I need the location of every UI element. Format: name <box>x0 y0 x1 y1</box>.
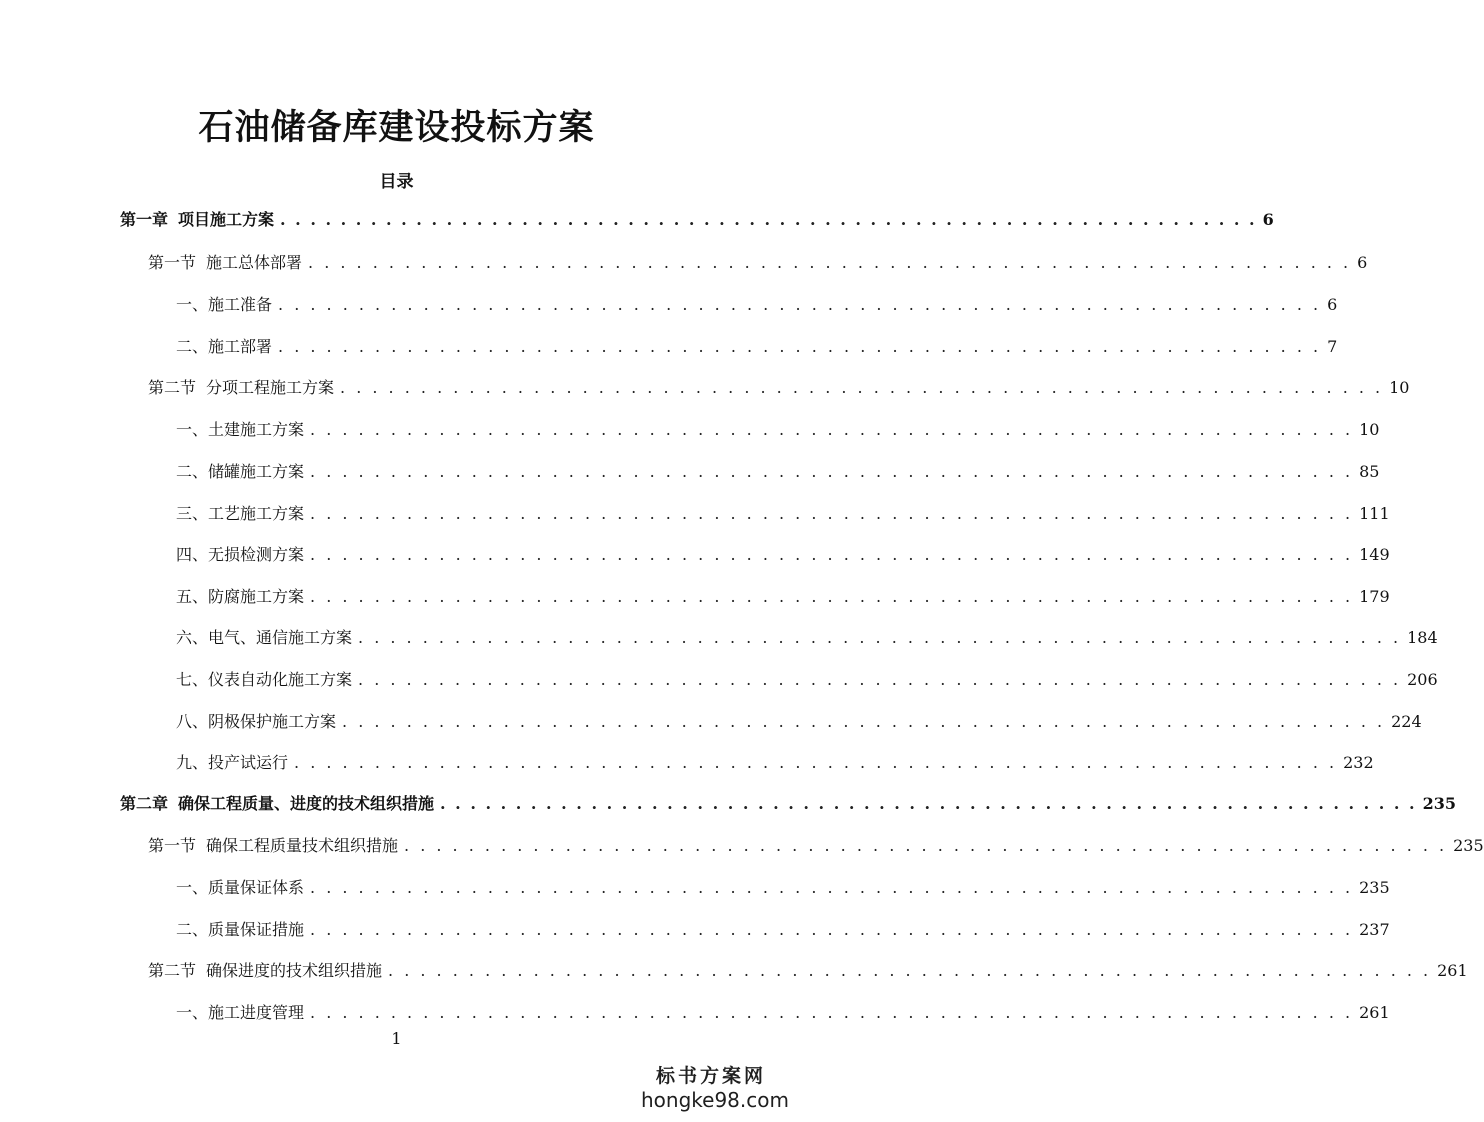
toc-entry-label: 九、投产试运行 <box>176 753 289 772</box>
toc-entry-number: 第二章 <box>120 794 169 813</box>
toc-entry-number: 第一章 <box>120 210 169 229</box>
toc-leader-dots: . . . . . . . . . . . . . . . . . . . . . . . . . . . . . . . . . . . . . . . . . . . . . . . . . . . . . . . . . . . . . . . . . <box>310 420 1354 439</box>
toc-entry-page: 224 <box>1391 712 1422 731</box>
toc-entry-item[interactable] <box>176 584 1390 610</box>
toc-entry-label: 一、土建施工方案 <box>176 420 305 439</box>
toc-entry-page: 10 <box>1359 420 1380 439</box>
toc-entry-label: 确保进度的技术组织措施 <box>206 961 383 980</box>
toc-leader-dots: . . . . . . . . . . . . . . . . . . . . . . . . . . . . . . . . . . . . . . . . . . . . . . . . . . . . . . . . . . . . . . . . . <box>340 378 1384 397</box>
toc-entry-page: 237 <box>1359 920 1390 939</box>
toc-entry-label: 二、质量保证措施 <box>176 920 305 939</box>
toc-entry-page: 6 <box>1327 295 1338 314</box>
toc-entry-label: 一、施工进度管理 <box>176 1003 305 1022</box>
toc-entry-page: 261 <box>1359 1003 1390 1022</box>
toc-entry-section-2-2[interactable] <box>148 958 1468 984</box>
toc-entry-item[interactable] <box>176 459 1380 485</box>
toc-entry-label: 一、质量保证体系 <box>176 878 305 897</box>
toc-entry-page: 232 <box>1343 753 1374 772</box>
toc-leader-dots: . . . . . . . . . . . . . . . . . . . . . . . . . . . . . . . . . . . . . . . . . . . . . . . . . . . . . . . . . . . . . . . . . <box>310 462 1354 481</box>
toc-entry-label: 一、施工准备 <box>176 295 273 314</box>
toc-entry-label: 三、工艺施工方案 <box>176 504 305 523</box>
toc-entry-number: 第一节 <box>148 836 197 855</box>
toc-leader-dots: . . . . . . . . . . . . . . . . . . . . . . . . . . . . . . . . . . . . . . . . . . . . . . . . . . . . . . . . . . . . . . . . . <box>358 670 1402 689</box>
toc-entry-label: 二、储罐施工方案 <box>176 462 305 481</box>
toc-entry-item[interactable] <box>176 417 1380 443</box>
toc-entry-item[interactable] <box>176 875 1390 901</box>
toc-entry-page: 235 <box>1422 794 1457 813</box>
toc-entry-page: 10 <box>1389 378 1410 397</box>
toc-leader-dots: . . . . . . . . . . . . . . . . . . . . . . . . . . . . . . . . . . . . . . . . . . . . . . . . . . . . . . . . . . . . . . . . . <box>280 210 1257 229</box>
toc-leader-dots: . . . . . . . . . . . . . . . . . . . . . . . . . . . . . . . . . . . . . . . . . . . . . . . . . . . . . . . . . . . . . . . . . <box>342 712 1386 731</box>
toc-leader-dots: . . . . . . . . . . . . . . . . . . . . . . . . . . . . . . . . . . . . . . . . . . . . . . . . . . . . . . . . . . . . . . . . . <box>308 253 1352 272</box>
toc-heading: 目录 <box>379 172 414 192</box>
toc-entry-item[interactable] <box>176 501 1390 527</box>
toc-entry-item[interactable] <box>176 709 1422 735</box>
toc-entry-page: 85 <box>1359 462 1380 481</box>
toc-leader-dots: . . . . . . . . . . . . . . . . . . . . . . . . . . . . . . . . . . . . . . . . . . . . . . . . . . . . . . . . . . . . . . . . . <box>278 337 1322 356</box>
toc-entry-item[interactable] <box>176 542 1390 568</box>
toc-entry-label: 四、无损检测方案 <box>176 545 305 564</box>
toc-entry-label: 七、仪表自动化施工方案 <box>176 670 353 689</box>
toc-entry-item[interactable] <box>176 917 1390 943</box>
toc-entry-label: 确保工程质量技术组织措施 <box>206 836 399 855</box>
toc-leader-dots: . . . . . . . . . . . . . . . . . . . . . . . . . . . . . . . . . . . . . . . . . . . . . . . . . . . . . . . . . . . . . . . . . <box>440 794 1417 813</box>
toc-entry-page: 235 <box>1453 836 1484 855</box>
watermark-title: 标书方案网 <box>655 1065 766 1087</box>
toc-entry-label: 确保工程质量、进度的技术组织措施 <box>178 794 435 813</box>
toc-entry-section-2-1[interactable] <box>148 833 1484 859</box>
toc-leader-dots: . . . . . . . . . . . . . . . . . . . . . . . . . . . . . . . . . . . . . . . . . . . . . . . . . . . . . . . . . . . . . . . . . <box>310 878 1354 897</box>
toc-entry-page: 261 <box>1437 961 1468 980</box>
toc-leader-dots: . . . . . . . . . . . . . . . . . . . . . . . . . . . . . . . . . . . . . . . . . . . . . . . . . . . . . . . . . . . . . . . . . <box>310 1003 1354 1022</box>
toc-leader-dots: . . . . . . . . . . . . . . . . . . . . . . . . . . . . . . . . . . . . . . . . . . . . . . . . . . . . . . . . . . . . . . . . . <box>278 295 1322 314</box>
toc-leader-dots: . . . . . . . . . . . . . . . . . . . . . . . . . . . . . . . . . . . . . . . . . . . . . . . . . . . . . . . . . . . . . . . . . <box>310 504 1354 523</box>
toc-entry-label: 施工总体部署 <box>206 253 303 272</box>
toc-leader-dots: . . . . . . . . . . . . . . . . . . . . . . . . . . . . . . . . . . . . . . . . . . . . . . . . . . . . . . . . . . . . . . . . . <box>310 587 1354 606</box>
toc-entry-label: 二、施工部署 <box>176 337 273 356</box>
toc-leader-dots: . . . . . . . . . . . . . . . . . . . . . . . . . . . . . . . . . . . . . . . . . . . . . . . . . . . . . . . . . . . . . . . . . <box>358 628 1402 647</box>
toc-entry-section-1-1[interactable] <box>148 250 1368 276</box>
toc-entry-page: 149 <box>1359 545 1390 564</box>
toc-entry-number: 第二节 <box>148 378 197 397</box>
toc-entry-label: 项目施工方案 <box>178 210 275 229</box>
toc-entry-label: 分项工程施工方案 <box>206 378 335 397</box>
toc-entry-label: 六、电气、通信施工方案 <box>176 628 353 647</box>
watermark-url: hongke98.com <box>641 1088 789 1112</box>
watermark-logo <box>641 1064 789 1112</box>
toc-leader-dots: . . . . . . . . . . . . . . . . . . . . . . . . . . . . . . . . . . . . . . . . . . . . . . . . . . . . . . . . . . . . . . . . . <box>310 920 1354 939</box>
toc-entry-page: 7 <box>1327 337 1338 356</box>
toc-entry-chapter-1[interactable] <box>120 207 1274 233</box>
toc-entry-section-1-2[interactable] <box>148 375 1410 401</box>
toc-leader-dots: . . . . . . . . . . . . . . . . . . . . . . . . . . . . . . . . . . . . . . . . . . . . . . . . . . . . . . . . . . . . . . . . . <box>294 753 1338 772</box>
toc-entry-page: 6 <box>1357 253 1368 272</box>
page-number: 1 <box>391 1029 402 1048</box>
toc-entry-item[interactable] <box>176 625 1438 651</box>
toc-entry-page: 111 <box>1359 504 1390 523</box>
toc-leader-dots: . . . . . . . . . . . . . . . . . . . . . . . . . . . . . . . . . . . . . . . . . . . . . . . . . . . . . . . . . . . . . . . . . <box>404 836 1448 855</box>
toc-entry-item[interactable] <box>176 667 1438 693</box>
toc-entry-number: 第一节 <box>148 253 197 272</box>
toc-entry-number: 第二节 <box>148 961 197 980</box>
toc-entry-page: 235 <box>1359 878 1390 897</box>
toc-entry-label: 五、防腐施工方案 <box>176 587 305 606</box>
toc-entry-page: 6 <box>1262 210 1274 229</box>
toc-entry-page: 184 <box>1407 628 1438 647</box>
toc-leader-dots: . . . . . . . . . . . . . . . . . . . . . . . . . . . . . . . . . . . . . . . . . . . . . . . . . . . . . . . . . . . . . . . . . <box>310 545 1354 564</box>
toc-entry-item[interactable] <box>176 1000 1390 1026</box>
toc-entry-chapter-2[interactable] <box>120 791 1457 817</box>
toc-entry-item[interactable] <box>176 292 1338 318</box>
toc-leader-dots: . . . . . . . . . . . . . . . . . . . . . . . . . . . . . . . . . . . . . . . . . . . . . . . . . . . . . . . . . . . . . . . . . <box>388 961 1432 980</box>
toc-entry-page: 179 <box>1359 587 1390 606</box>
toc-entry-page: 206 <box>1407 670 1438 689</box>
document-title: 石油储备库建设投标方案 <box>198 107 595 148</box>
toc-entry-item[interactable] <box>176 750 1374 776</box>
toc-entry-label: 八、阴极保护施工方案 <box>176 712 337 731</box>
toc-entry-item[interactable] <box>176 334 1338 360</box>
